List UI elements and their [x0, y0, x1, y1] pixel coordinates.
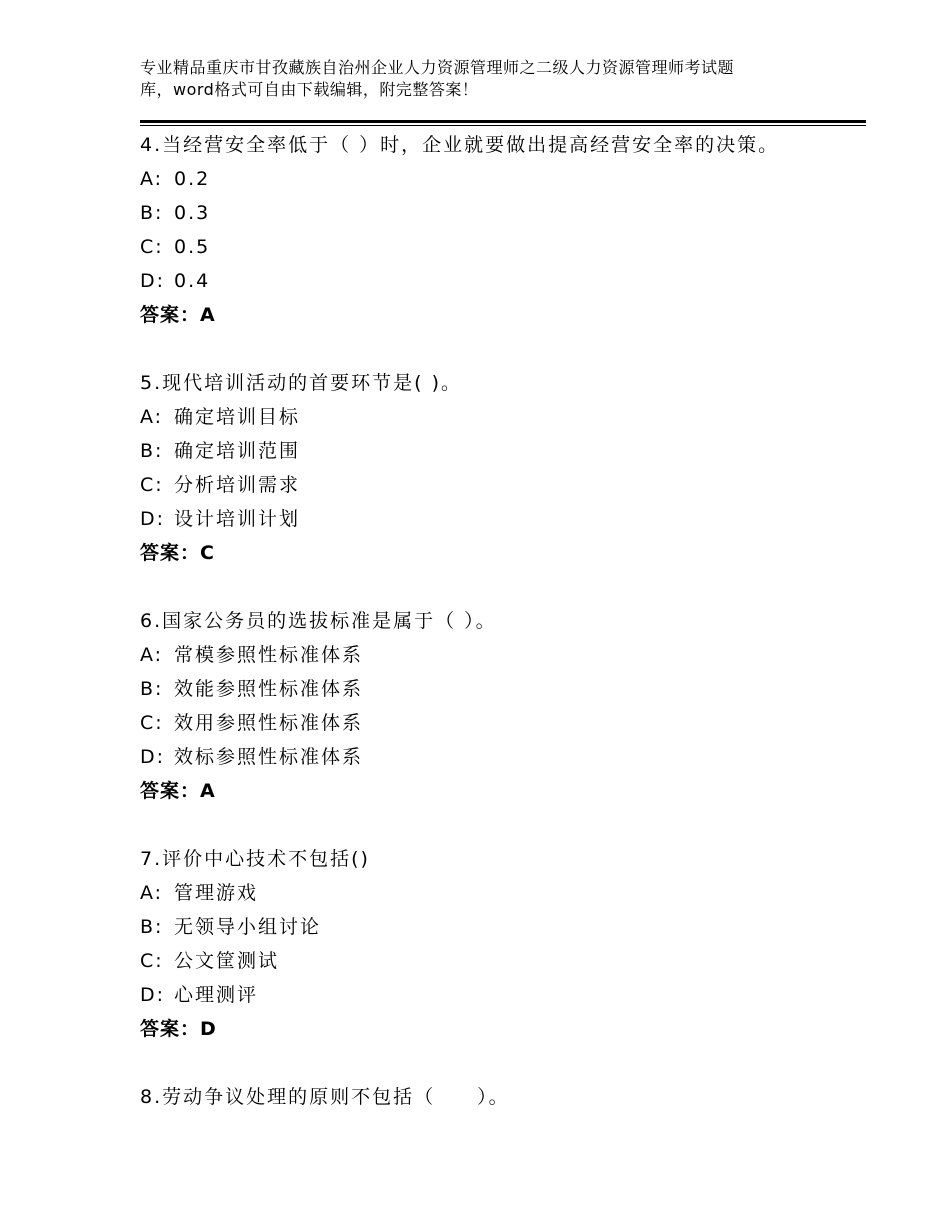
question-5: [140, 366, 860, 570]
question-stem: 5.现代培训活动的首要环节是( )。: [140, 372, 462, 394]
answer: 答案：D: [140, 1018, 217, 1040]
option-key: A:: [140, 882, 164, 904]
option-b: [140, 910, 860, 944]
option-b: [140, 434, 860, 468]
option-key: C:: [140, 474, 164, 496]
option-key: C:: [140, 712, 164, 734]
question-list: [140, 128, 860, 1148]
option-d: [140, 502, 860, 536]
option-c: [140, 230, 860, 264]
question-7: [140, 842, 860, 1046]
option-key: C:: [140, 950, 164, 972]
option-a: [140, 400, 860, 434]
option-c: [140, 944, 860, 978]
option-a: [140, 638, 860, 672]
option-a: [140, 876, 860, 910]
option-key: D:: [140, 984, 166, 1006]
option-b: [140, 672, 860, 706]
option-text: 0.4: [174, 270, 211, 292]
option-c: [140, 468, 860, 502]
header-line-2: 库，word格式可自由下载编辑，附完整答案！: [140, 80, 479, 99]
answer: 答案：C: [140, 542, 215, 564]
option-d: [140, 264, 860, 298]
option-text: 0.3: [174, 202, 211, 224]
option-key: B:: [140, 440, 164, 462]
question-stem: 7.评价中心技术不包括(): [140, 848, 370, 870]
option-key: D:: [140, 508, 166, 530]
option-text: 无领导小组讨论: [174, 916, 322, 938]
option-text: 效能参照性标准体系: [174, 678, 364, 700]
question-stem: 4.当经营安全率低于（ ）时，企业就要做出提高经营安全率的决策。: [140, 134, 780, 156]
option-text: 管理游戏: [174, 882, 259, 904]
header-divider-thick: [140, 120, 866, 123]
option-text: 效标参照性标准体系: [174, 746, 364, 768]
option-text: 确定培训目标: [174, 406, 301, 428]
option-key: C:: [140, 236, 164, 258]
option-text: 常模参照性标准体系: [174, 644, 364, 666]
header-divider-thin: [140, 125, 866, 126]
question-8: [140, 1080, 860, 1114]
option-key: D:: [140, 746, 166, 768]
option-d: [140, 740, 860, 774]
answer: 答案：A: [140, 304, 216, 326]
option-text: 设计培训计划: [174, 508, 301, 530]
question-stem: 8.劳动争议处理的原则不包括（ ）。: [140, 1086, 510, 1108]
option-key: A:: [140, 168, 164, 190]
option-text: 确定培训范围: [174, 440, 301, 462]
option-a: [140, 162, 860, 196]
option-text: 0.5: [174, 236, 211, 258]
header-line-1: 专业精品重庆市甘孜藏族自治州企业人力资源管理师之二级人力资源管理师考试题: [140, 58, 735, 77]
option-key: B:: [140, 202, 164, 224]
option-d: [140, 978, 860, 1012]
option-key: A:: [140, 644, 164, 666]
option-text: 公文筐测试: [174, 950, 280, 972]
answer: 答案：A: [140, 780, 216, 802]
option-text: 心理测评: [174, 984, 259, 1006]
question-6: [140, 604, 860, 808]
option-key: D:: [140, 270, 166, 292]
option-text: 分析培训需求: [174, 474, 301, 496]
document-header: [140, 57, 840, 101]
option-key: A:: [140, 406, 164, 428]
option-key: B:: [140, 678, 164, 700]
option-text: 0.2: [174, 168, 211, 190]
option-b: [140, 196, 860, 230]
option-text: 效用参照性标准体系: [174, 712, 364, 734]
question-4: [140, 128, 860, 332]
option-c: [140, 706, 860, 740]
question-stem: 6.国家公务员的选拔标准是属于（ ）。: [140, 610, 497, 632]
option-key: B:: [140, 916, 164, 938]
